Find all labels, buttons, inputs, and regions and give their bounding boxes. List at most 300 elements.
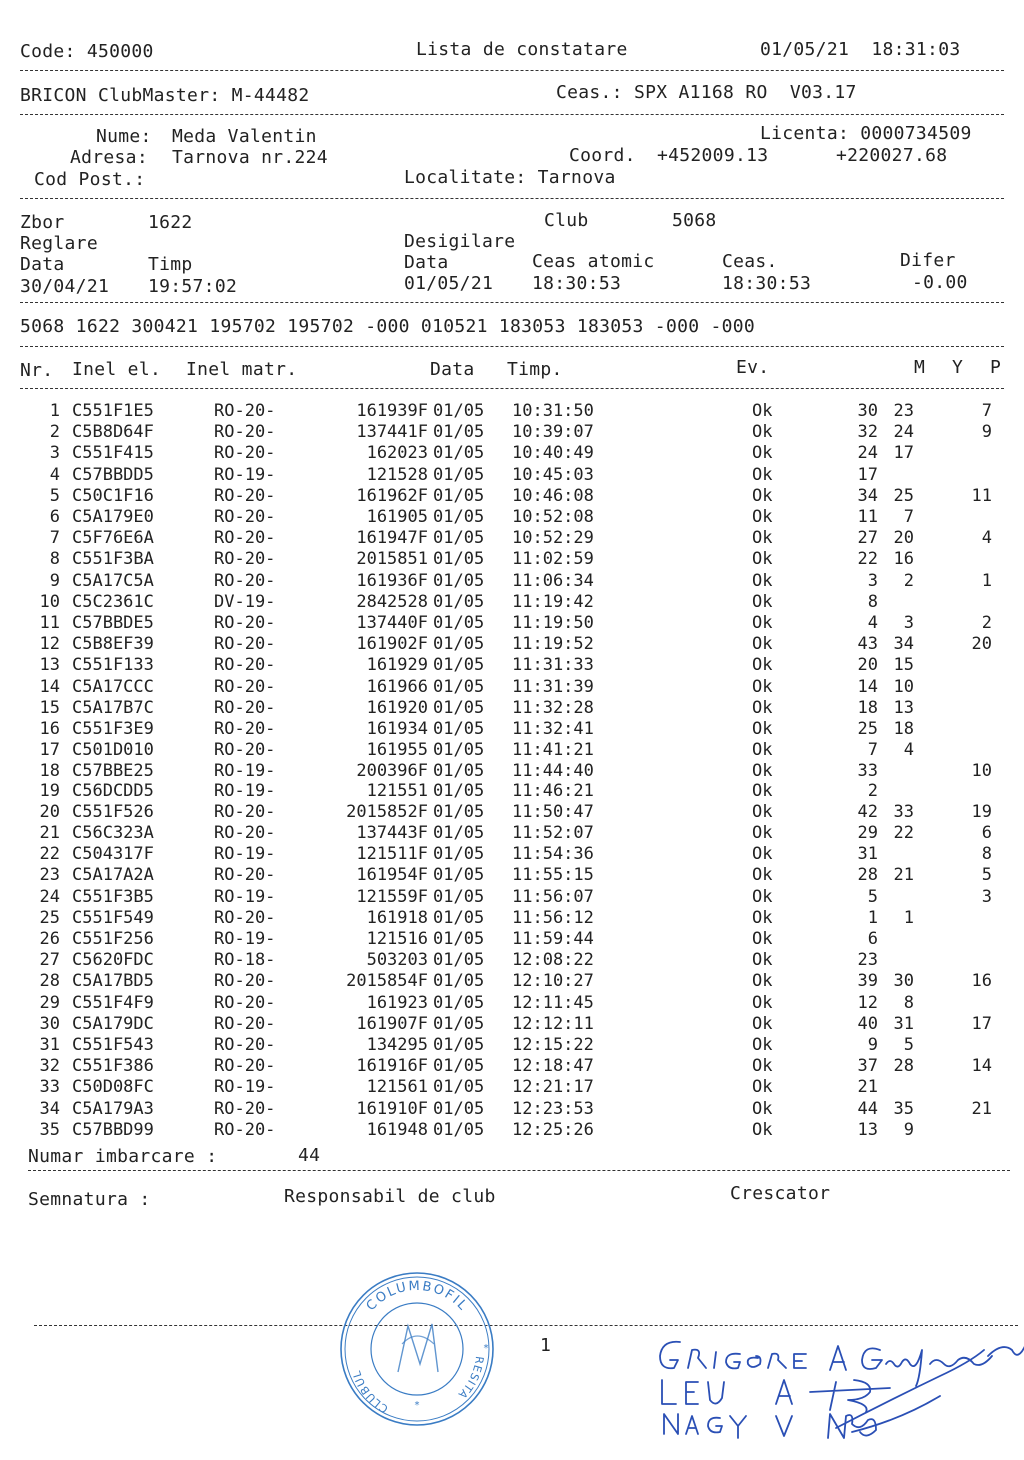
- electronic-ring: C5A179E0: [72, 507, 154, 527]
- page-number: 1: [540, 1335, 552, 1356]
- arrival-date: 01/05: [433, 697, 485, 718]
- ring-number: 2015851: [356, 549, 428, 570]
- clock-time: 18:30:53: [722, 273, 812, 294]
- rank-y: 9: [903, 1119, 914, 1140]
- ring-prefix: RO-20-: [214, 507, 276, 527]
- ring-number: 161916F: [356, 1056, 428, 1077]
- rank-m: 21: [857, 1077, 878, 1098]
- stamp-right-text: RESITA: [455, 1355, 486, 1402]
- code-label: Code: 450000: [20, 41, 154, 62]
- ring-prefix: RO-19-: [214, 929, 276, 949]
- arrival-time: 10:31:50: [512, 401, 594, 421]
- event-status: Ok: [752, 992, 773, 1013]
- event-status: Ok: [752, 865, 773, 886]
- ring-prefix: RO-20-: [214, 1013, 276, 1034]
- table-row: [0, 781, 1024, 802]
- table-row: [0, 465, 1024, 486]
- arrival-time: 11:32:28: [512, 697, 594, 718]
- rank-p: 9: [981, 422, 992, 443]
- row-number: 16: [39, 719, 60, 739]
- arrival-date: 01/05: [433, 570, 485, 591]
- time-difference: -0.00: [912, 272, 968, 293]
- arrival-time: 11:19:42: [512, 591, 594, 612]
- rank-m: 8: [867, 591, 878, 612]
- arrival-date: 01/05: [433, 1056, 485, 1077]
- rank-m: 42: [857, 801, 878, 822]
- event-status: Ok: [752, 1013, 773, 1034]
- rank-y: 13: [893, 697, 914, 718]
- coord-longitude: +220027.68: [836, 145, 948, 166]
- rank-m: 33: [857, 761, 878, 782]
- event-status: Ok: [752, 886, 773, 907]
- breeder-label: Crescator: [730, 1183, 831, 1204]
- arrival-time: 12:18:47: [512, 1056, 594, 1077]
- row-number: 19: [39, 780, 60, 801]
- arrival-date: 01/05: [433, 823, 485, 843]
- electronic-ring: C5B8EF39: [72, 634, 154, 655]
- ring-number: 121561: [366, 1077, 428, 1098]
- rank-m: 30: [857, 401, 878, 421]
- table-row: [0, 592, 1024, 613]
- table-row: [0, 865, 1024, 886]
- electronic-ring: C501D010: [72, 740, 154, 761]
- event-status: Ok: [752, 655, 773, 676]
- ring-prefix: RO-19-: [214, 761, 276, 782]
- table-row: [0, 571, 1024, 592]
- table-row: [0, 443, 1024, 464]
- event-status: Ok: [752, 761, 773, 782]
- table-row: [0, 528, 1024, 549]
- rank-m: 23: [857, 950, 878, 971]
- rank-p: 8: [981, 844, 992, 865]
- flight-label: Zbor: [20, 212, 65, 233]
- desigilare-date: 01/05/21: [404, 273, 494, 294]
- electronic-ring: C5A179A3: [72, 1098, 154, 1119]
- ring-number: 2015852F: [346, 801, 428, 822]
- rank-y: 10: [893, 676, 914, 697]
- ring-number: 121551: [366, 780, 428, 801]
- event-status: Ok: [752, 907, 773, 928]
- rank-p: 17: [971, 1013, 992, 1034]
- ring-number: 161907F: [356, 1013, 428, 1034]
- desigilare-label: Desigilare: [404, 231, 516, 252]
- event-status: Ok: [752, 676, 773, 697]
- club-stamp: [336, 1268, 498, 1430]
- event-status: Ok: [752, 422, 773, 443]
- row-number: 17: [39, 740, 60, 761]
- electronic-ring: C504317F: [72, 844, 154, 865]
- ring-number: 162023: [366, 443, 428, 464]
- event-status: Ok: [752, 549, 773, 570]
- rank-y: 4: [903, 740, 914, 761]
- reglare-date: 30/04/21: [20, 276, 110, 297]
- event-status: Ok: [752, 844, 773, 865]
- rank-m: 44: [857, 1098, 878, 1119]
- rank-m: 29: [857, 823, 878, 843]
- imbarcare-count: 44: [298, 1145, 321, 1166]
- rank-y: 30: [893, 971, 914, 992]
- table-row: [0, 634, 1024, 655]
- arrival-date: 01/05: [433, 422, 485, 443]
- electronic-ring: C551F4F9: [72, 992, 154, 1013]
- rank-p: 2: [981, 613, 992, 633]
- table-row: [0, 950, 1024, 971]
- ring-prefix: RO-20-: [214, 655, 276, 676]
- rank-p: 5: [981, 865, 992, 886]
- arrival-date: 01/05: [433, 780, 485, 801]
- rank-y: 28: [893, 1056, 914, 1077]
- ring-number: 161929: [366, 655, 428, 676]
- event-status: Ok: [752, 1035, 773, 1055]
- club-label: Club: [544, 210, 589, 231]
- data-label-2: Data: [404, 252, 449, 273]
- table-row: [0, 993, 1024, 1014]
- ring-number: 137440F: [356, 613, 428, 633]
- arrival-date: 01/05: [433, 886, 485, 907]
- electronic-ring: C5620FDC: [72, 950, 154, 971]
- row-number: 2: [49, 422, 60, 443]
- divider: [20, 388, 1004, 389]
- ring-number: 2842528: [356, 591, 428, 612]
- row-number: 22: [39, 844, 60, 865]
- rank-m: 20: [857, 655, 878, 676]
- arrival-time: 11:19:50: [512, 613, 594, 633]
- table-row: [0, 823, 1024, 844]
- code-line: 5068 1622 300421 195702 195702 -000 010521 183053 183053 -000 -000: [20, 316, 756, 337]
- ring-prefix: RO-19-: [214, 844, 276, 865]
- electronic-ring: C551F386: [72, 1056, 154, 1077]
- row-number: 15: [39, 697, 60, 718]
- col-header-y: Y: [952, 357, 964, 378]
- row-number: 27: [39, 950, 60, 971]
- timp-label: Timp: [148, 254, 193, 275]
- rank-m: 39: [857, 971, 878, 992]
- electronic-ring: C551F3BA: [72, 549, 154, 570]
- arrival-time: 11:19:52: [512, 634, 594, 655]
- event-status: Ok: [752, 591, 773, 612]
- electronic-ring: C551F3B5: [72, 886, 154, 907]
- handwritten-signatures: [640, 1320, 1024, 1450]
- electronic-ring: C5A179DC: [72, 1013, 154, 1034]
- rank-m: 34: [857, 485, 878, 506]
- col-header-inel-matr: Inel matr.: [186, 359, 298, 380]
- rank-y: 31: [893, 1013, 914, 1034]
- electronic-ring: C551F3E9: [72, 719, 154, 739]
- rank-p: 6: [981, 823, 992, 843]
- row-number: 10: [39, 591, 60, 612]
- arrival-date: 01/05: [433, 950, 485, 971]
- rank-m: 43: [857, 634, 878, 655]
- rank-m: 31: [857, 844, 878, 865]
- ring-prefix: DV-19-: [214, 591, 276, 612]
- ceas-atomic-label: Ceas atomic: [532, 251, 655, 272]
- event-status: Ok: [752, 780, 773, 801]
- arrival-date: 01/05: [433, 719, 485, 739]
- rank-p: 11: [971, 485, 992, 506]
- arrival-time: 11:55:15: [512, 865, 594, 886]
- event-status: Ok: [752, 401, 773, 421]
- rank-y: 16: [893, 549, 914, 570]
- rank-p: 7: [981, 401, 992, 421]
- arrival-time: 11:32:41: [512, 719, 594, 739]
- event-status: Ok: [752, 971, 773, 992]
- ring-prefix: RO-20-: [214, 992, 276, 1013]
- atomic-clock-time: 18:30:53: [532, 273, 622, 294]
- document-title: Lista de constatare: [416, 39, 628, 60]
- table-row: [0, 761, 1024, 782]
- divider: [20, 70, 1004, 71]
- row-number: 7: [49, 528, 60, 549]
- ring-prefix: RO-20-: [214, 676, 276, 697]
- arrival-date: 01/05: [433, 655, 485, 676]
- arrival-date: 01/05: [433, 740, 485, 761]
- licence-number: Licenta: 0000734509: [760, 123, 972, 144]
- divider: [20, 198, 1004, 199]
- ring-number: 161947F: [356, 528, 428, 549]
- rank-m: 28: [857, 865, 878, 886]
- event-status: Ok: [752, 528, 773, 549]
- table-row: [0, 507, 1024, 528]
- ring-prefix: RO-19-: [214, 780, 276, 801]
- reglare-time: 19:57:02: [148, 276, 238, 297]
- ring-number: 161939F: [356, 401, 428, 421]
- col-header-p: P: [990, 357, 1002, 378]
- col-header-inel-el: Inel el.: [72, 359, 162, 380]
- rank-y: 25: [893, 485, 914, 506]
- ring-prefix: RO-20-: [214, 443, 276, 464]
- rank-y: 15: [893, 655, 914, 676]
- row-number: 4: [49, 464, 60, 485]
- rank-m: 25: [857, 719, 878, 739]
- row-number: 1: [49, 401, 60, 421]
- electronic-ring: C551F415: [72, 443, 154, 464]
- arrival-time: 11:54:36: [512, 844, 594, 865]
- table-row: [0, 549, 1024, 570]
- electronic-ring: C5A17B7C: [72, 697, 154, 718]
- arrival-time: 11:44:40: [512, 761, 594, 782]
- row-number: 24: [39, 886, 60, 907]
- rank-y: 35: [893, 1098, 914, 1119]
- col-header-timp: Timp.: [507, 359, 563, 380]
- ring-number: 121528: [366, 464, 428, 485]
- arrival-date: 01/05: [433, 971, 485, 992]
- ring-prefix: RO-19-: [214, 1077, 276, 1098]
- rank-m: 40: [857, 1013, 878, 1034]
- table-row: [0, 698, 1024, 719]
- table-row: [0, 613, 1024, 634]
- difer-label: Difer: [900, 250, 956, 271]
- arrival-time: 12:08:22: [512, 950, 594, 971]
- locality: Localitate: Tarnova: [404, 167, 616, 188]
- rank-m: 24: [857, 443, 878, 464]
- row-number: 13: [39, 655, 60, 676]
- ring-number: 503203: [366, 950, 428, 971]
- rank-p: 20: [971, 634, 992, 655]
- arrival-date: 01/05: [433, 907, 485, 928]
- electronic-ring: C57BBD99: [72, 1119, 154, 1140]
- event-status: Ok: [752, 1119, 773, 1140]
- svg-text:*: *: [483, 1343, 489, 1354]
- table-row: [0, 887, 1024, 908]
- electronic-ring: C551F526: [72, 801, 154, 822]
- arrival-time: 11:06:34: [512, 570, 594, 591]
- ceas-label: Ceas.: [722, 251, 778, 272]
- table-row: [0, 677, 1024, 698]
- ring-number: 161962F: [356, 485, 428, 506]
- arrival-time: 12:23:53: [512, 1098, 594, 1119]
- arrival-date: 01/05: [433, 591, 485, 612]
- event-status: Ok: [752, 950, 773, 971]
- arrival-time: 10:46:08: [512, 485, 594, 506]
- ring-number: 137441F: [356, 422, 428, 443]
- electronic-ring: C5A17CCC: [72, 676, 154, 697]
- owner-name: Meda Valentin: [172, 126, 317, 147]
- arrival-date: 01/05: [433, 464, 485, 485]
- coord-latitude: +452009.13: [657, 145, 769, 166]
- rank-y: 2: [903, 570, 914, 591]
- arrival-date: 01/05: [433, 485, 485, 506]
- electronic-ring: C551F256: [72, 929, 154, 949]
- event-status: Ok: [752, 740, 773, 761]
- ring-number: 161948: [366, 1119, 428, 1140]
- arrival-date: 01/05: [433, 634, 485, 655]
- rank-m: 2: [867, 780, 878, 801]
- electronic-ring: C5C2361C: [72, 591, 154, 612]
- rank-y: 22: [893, 823, 914, 843]
- arrival-date: 01/05: [433, 844, 485, 865]
- name-label: Nume:: [96, 126, 152, 147]
- arrival-date: 01/05: [433, 801, 485, 822]
- row-number: 5: [49, 485, 60, 506]
- row-number: 29: [39, 992, 60, 1013]
- electronic-ring: C551F1E5: [72, 401, 154, 421]
- ring-prefix: RO-20-: [214, 719, 276, 739]
- arrival-time: 10:40:49: [512, 443, 594, 464]
- svg-text:*: *: [414, 1400, 420, 1411]
- arrival-time: 12:15:22: [512, 1035, 594, 1055]
- electronic-ring: C57BBE25: [72, 761, 154, 782]
- rank-m: 5: [867, 886, 878, 907]
- electronic-ring: C5F76E6A: [72, 528, 154, 549]
- event-status: Ok: [752, 570, 773, 591]
- arrival-time: 12:11:45: [512, 992, 594, 1013]
- ring-prefix: RO-20-: [214, 401, 276, 421]
- row-number: 9: [49, 570, 60, 591]
- arrival-time: 12:12:11: [512, 1013, 594, 1034]
- owner-address: Tarnova nr.224: [172, 147, 328, 168]
- table-row: [0, 1099, 1024, 1120]
- arrival-date: 01/05: [433, 865, 485, 886]
- event-status: Ok: [752, 719, 773, 739]
- arrival-date: 01/05: [433, 507, 485, 527]
- arrival-date: 01/05: [433, 992, 485, 1013]
- row-number: 25: [39, 907, 60, 928]
- arrival-time: 11:56:12: [512, 907, 594, 928]
- rank-y: 20: [893, 528, 914, 549]
- arrival-date: 01/05: [433, 761, 485, 782]
- rank-y: 17: [893, 443, 914, 464]
- rank-m: 1: [867, 907, 878, 928]
- ring-prefix: RO-20-: [214, 1098, 276, 1119]
- table-row: [0, 1035, 1024, 1056]
- arrival-date: 01/05: [433, 1077, 485, 1098]
- arrival-date: 01/05: [433, 549, 485, 570]
- electronic-ring: C5A17C5A: [72, 570, 154, 591]
- rank-p: 4: [981, 528, 992, 549]
- event-status: Ok: [752, 697, 773, 718]
- table-row: [0, 908, 1024, 929]
- rank-m: 4: [867, 613, 878, 633]
- rank-m: 27: [857, 528, 878, 549]
- svg-text:RESITA: [455, 1355, 486, 1401]
- print-datetime: 01/05/21 18:31:03: [760, 39, 961, 60]
- table-row: [0, 1014, 1024, 1035]
- arrival-date: 01/05: [433, 1013, 485, 1034]
- event-status: Ok: [752, 801, 773, 822]
- row-number: 35: [39, 1119, 60, 1140]
- rank-m: 14: [857, 676, 878, 697]
- coord-label: Coord.: [569, 145, 636, 166]
- arrival-time: 11:59:44: [512, 929, 594, 949]
- table-row: [0, 971, 1024, 992]
- arrival-time: 11:31:33: [512, 655, 594, 676]
- table-row: [0, 486, 1024, 507]
- rank-p: 14: [971, 1056, 992, 1077]
- ring-number: 200396F: [356, 761, 428, 782]
- reglare-label: Reglare: [20, 233, 98, 254]
- rank-p: 1: [981, 570, 992, 591]
- svg-text:COLUMBOFIL: [364, 1279, 471, 1315]
- rank-m: 17: [857, 464, 878, 485]
- rank-y: 24: [893, 422, 914, 443]
- ring-prefix: RO-20-: [214, 549, 276, 570]
- arrival-date: 01/05: [433, 1119, 485, 1140]
- arrival-time: 11:02:59: [512, 549, 594, 570]
- rank-m: 3: [867, 570, 878, 591]
- col-header-data: Data: [430, 359, 475, 380]
- table-row: [0, 1056, 1024, 1077]
- arrival-time: 11:31:39: [512, 676, 594, 697]
- rank-y: 34: [893, 634, 914, 655]
- ring-number: 161902F: [356, 634, 428, 655]
- electronic-ring: C57BBDE5: [72, 613, 154, 633]
- ring-number: 161955: [366, 740, 428, 761]
- divider: [20, 114, 1004, 115]
- ring-prefix: RO-20-: [214, 697, 276, 718]
- divider: [20, 346, 1004, 347]
- rank-m: 22: [857, 549, 878, 570]
- arrival-time: 12:21:17: [512, 1077, 594, 1098]
- ring-prefix: RO-20-: [214, 528, 276, 549]
- row-number: 12: [39, 634, 60, 655]
- row-number: 32: [39, 1056, 60, 1077]
- ring-prefix: RO-20-: [214, 801, 276, 822]
- club-responsible-label: Responsabil de club: [284, 1186, 496, 1207]
- ring-prefix: RO-20-: [214, 907, 276, 928]
- ring-prefix: RO-20-: [214, 823, 276, 843]
- row-number: 3: [49, 443, 60, 464]
- ring-number: 161936F: [356, 570, 428, 591]
- row-number: 8: [49, 549, 60, 570]
- electronic-ring: C56C323A: [72, 823, 154, 843]
- ring-prefix: RO-20-: [214, 865, 276, 886]
- row-number: 20: [39, 801, 60, 822]
- event-status: Ok: [752, 929, 773, 949]
- event-status: Ok: [752, 1077, 773, 1098]
- rank-y: 8: [903, 992, 914, 1013]
- row-number: 18: [39, 761, 60, 782]
- ring-prefix: RO-20-: [214, 485, 276, 506]
